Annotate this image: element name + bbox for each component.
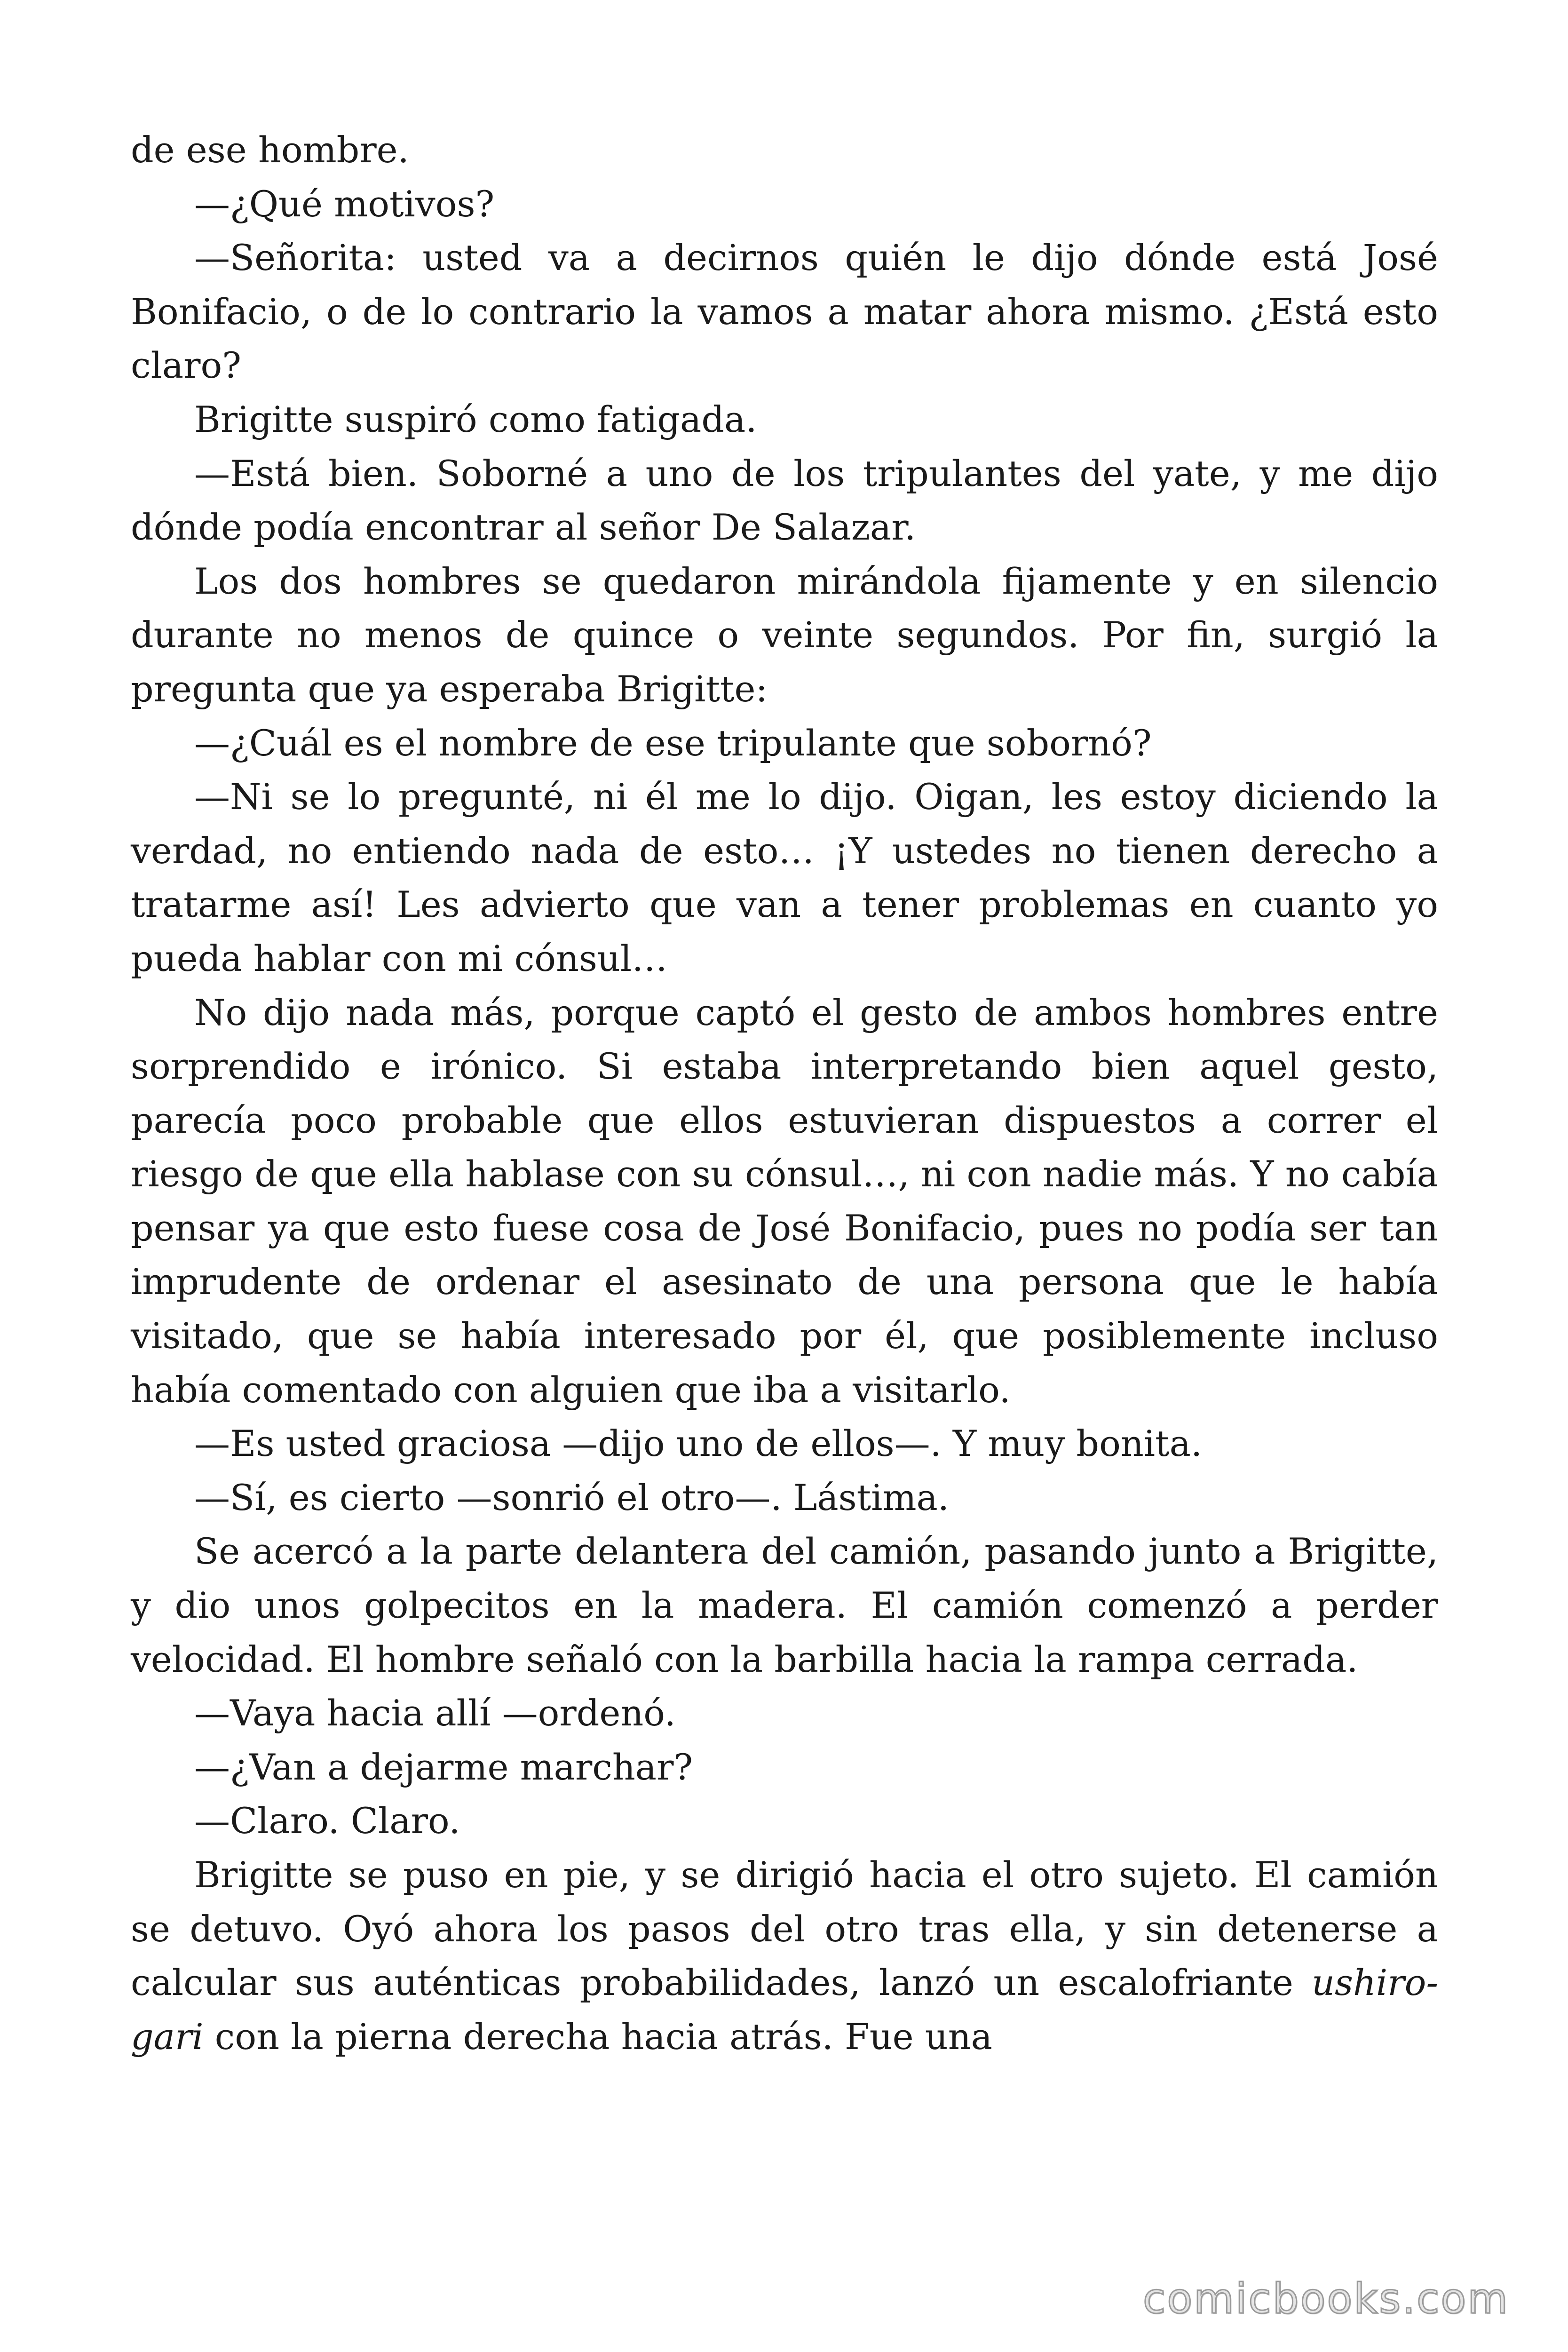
paragraph-7: —¿Cuál es el nombre de ese tripulante que sobornó? xyxy=(194,722,1152,764)
paragraph-8: —Ni se lo pregunté, ni él me lo dijo. Oigan, les estoy diciendo la verdad, no entiendo nada de esto… ¡Y ustedes no tienen derecho a tratarme así! Les advierto que van a tener problemas en cuanto yo pueda hablar con mi cónsul… xyxy=(131,776,1438,979)
book-page xyxy=(131,123,1438,2064)
paragraph-15: —Claro. Claro. xyxy=(194,1800,460,1842)
paragraph-6: Los dos hombres se quedaron mirándola fijamente y en silencio durante no menos de quince o veinte segundos. Por fin, surgió la pregunta que ya esperaba Brigitte: xyxy=(131,560,1438,710)
paragraph-14: —¿Van a dejarme marchar? xyxy=(194,1746,693,1788)
paragraph-10: —Es usted graciosa —dijo uno de ellos—. Y muy bonita. xyxy=(194,1422,1203,1465)
paragraph-1: de ese hombre. xyxy=(131,129,409,171)
paragraph-3: —Señorita: usted va a decirnos quién le dijo dónde está José Bonifacio, o de lo contrario la vamos a matar ahora mismo. ¿Está esto claro? xyxy=(131,237,1438,387)
paragraph-11: —Sí, es cierto —sonrió el otro—. Lástima. xyxy=(194,1476,950,1518)
watermark-logo: comicbooks.com xyxy=(1142,2274,1509,2323)
paragraph-16-italic-term: ushiro-gari xyxy=(131,1962,1438,2058)
paragraph-12: Se acercó a la parte delantera del camión, pasando junto a Brigitte, y dio unos golpecitos en la madera. El camión comenzó a perder velocidad. El hombre señaló con la barbilla hacia la rampa cerrada. xyxy=(131,1530,1438,1680)
paragraph-13: —Vaya hacia allí —ordenó. xyxy=(194,1692,676,1734)
paragraph-4: Brigitte suspiró como fatigada. xyxy=(194,398,757,440)
paragraph-16-text-after: con la pierna derecha hacia atrás. Fue una xyxy=(203,2015,992,2058)
paragraph-16-text-before: Brigitte se puso en pie, y se dirigió hacia el otro sujeto. El camión se detuvo. Oyó ahora los pasos del otro tras ella, y sin detenerse a calcular sus auténticas probabilidades, lanzó un escalofriante xyxy=(131,1854,1438,2004)
paragraph-9: No dijo nada más, porque captó el gesto de ambos hombres entre sorprendido e irónico. Si estaba interpretando bien aquel gesto, parecía poco probable que ellos estuvieran dispuestos a correr el riesgo de que ella hablase con su cónsul…, ni con nadie más. Y no cabía pensar ya que esto fuese cosa de José Bonifacio, pues no podía ser tan imprudente de ordenar el asesinato de una persona que le había visitado, que se había interesado por él, que posiblemente incluso había comentado con alguien que iba a visitarlo. xyxy=(131,991,1438,1411)
paragraph-2: —¿Qué motivos? xyxy=(194,183,495,225)
paragraph-16 xyxy=(131,1848,1438,2064)
paragraph-5: —Está bien. Soborné a uno de los tripulantes del yate, y me dijo dónde podía encontrar al señor De Salazar. xyxy=(131,452,1438,548)
